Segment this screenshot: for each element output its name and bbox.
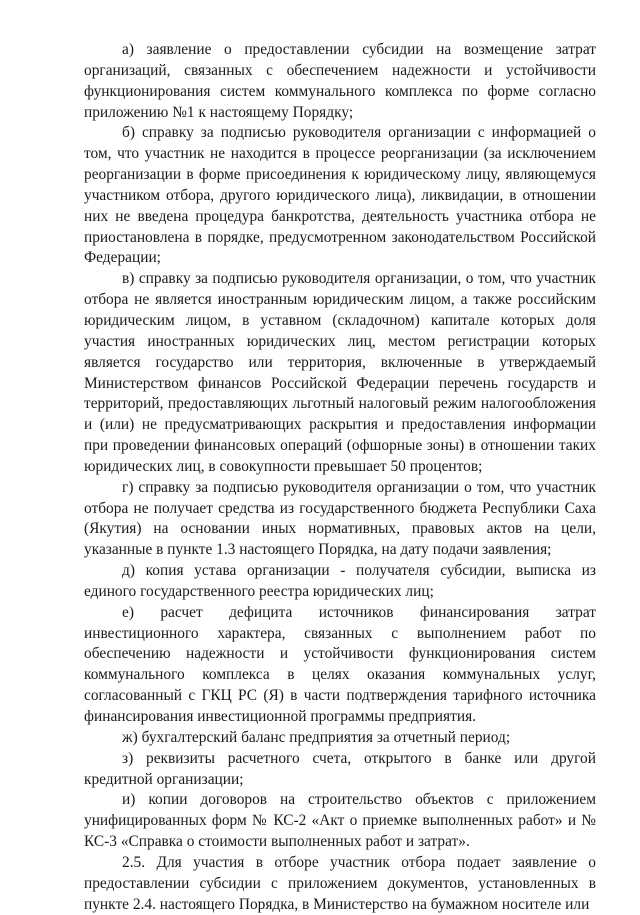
document-body	[84, 40, 596, 915]
paragraph-item-e: е) расчет дефицита источников финансирования затрат инвестиционного характера, связанных с выполнением работ по обеспечению надежности и устойчивости функционирования систем коммунального комплекса в целях оказания коммунальных услуг, согласованный с ГКЦ РС (Я) в части подтверждения тарифного источника финансирования инвестиционной программы предприятия.	[84, 603, 596, 725]
paragraph-item-z: з) реквизиты расчетного счета, открытого в банке или другой кредитной организации;	[84, 749, 596, 788]
paragraph-item-g: г) справку за подписью руководителя организации о том, что участник отбора не получает средства из государственного бюджета Республики Саха (Якутия) на основании иных нормативных, правовых актов на цели, указанные в пункте 1.3 настоящего Порядка, на дату подачи заявления;	[84, 478, 596, 559]
paragraph-item-a: а) заявление о предоставлении субсидии на возмещение затрат организаций, связанных с обеспечением надежности и устойчивости функционирования систем коммунального комплекса по форме согласно приложению №1 к настоящему Порядку;	[84, 41, 596, 121]
paragraph-item-zh: ж) бухгалтерский баланс предприятия за отчетный период;	[122, 728, 511, 746]
paragraph-item-v: в) справку за подписью руководителя организации, о том, что участник отбора не является иностранным юридическим лицом, а также российским юридическим лицом, в уставном (складочном) капитале которых доля участия иностранных юридических лиц, местом регистрации которых является государство или территория, включенные в утверждаемый Министерством финансов Российской Федерации перечень государств и территорий, предоставляющих льготный налоговый режим налогообложения и (или) не предусматривающих раскрытия и предоставления информации при проведении финансовых операций (офшорные зоны) в отношении таких юридических лиц, в совокупности превышает 50 процентов;	[84, 270, 596, 475]
paragraph-section-2-5: 2.5. Для участия в отборе участник отбора подает заявление о предоставлении субсидии с приложением документов, установленных в пункте 2.4. настоящего Порядка, в Министерство на бумажном носителе или	[84, 853, 596, 913]
paragraph-item-d: д) копия устава организации - получателя субсидии, выписка из единого государственного реестра юридических лиц;	[84, 562, 596, 600]
paragraph-item-i: и) копии договоров на строительство объектов с приложением унифицированных форм № КС-2 «Акт о приемке выполненных работ» и № КС-3 «Справка о стоимости выполненных работ и затрат».	[84, 791, 596, 851]
paragraph-item-b: б) справку за подписью руководителя организации с информацией о том, что участник не находится в процессе реорганизации (за исключением реорганизации в форме присоединения к юридическому лицу, являющемуся участником отбора, другого юридического лица), ликвидации, в отношении них не введена процедура банкротства, деятельность участника отбора не приостановлена в порядке, предусмотренном законодательством Российской Федерации;	[84, 124, 596, 267]
